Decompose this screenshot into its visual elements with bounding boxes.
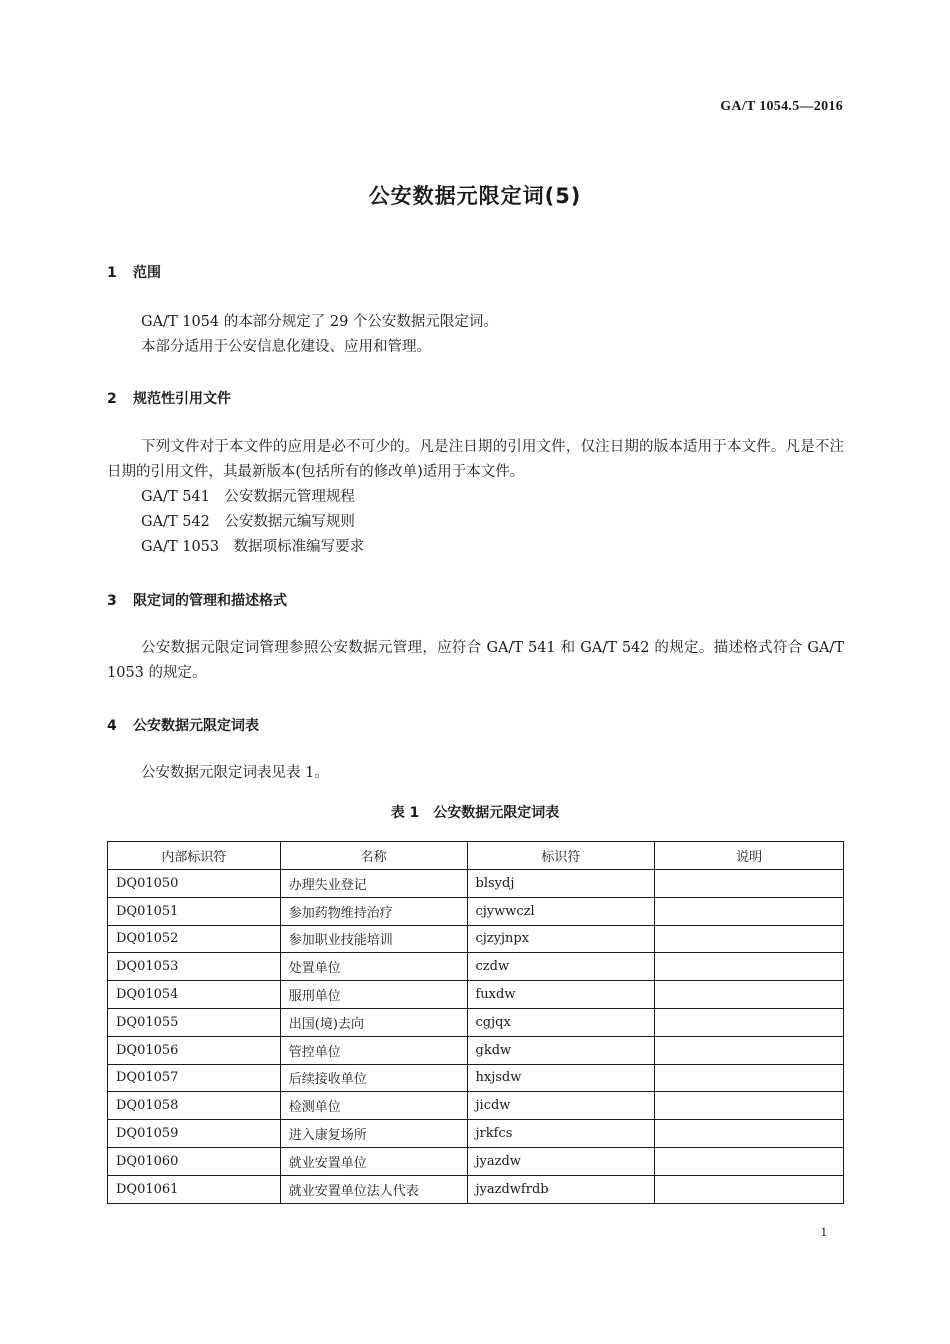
identifier-cell: jrkfcs <box>467 1120 655 1148</box>
reference-item: GA/T 541 公安数据元管理规程 <box>141 489 355 505</box>
table-caption: 表 1 公安数据元限定词表 <box>390 805 560 821</box>
internal-id-cell: DQ01053 <box>108 953 281 981</box>
section-title: 规范性引用文件 <box>133 391 231 407</box>
internal-id-cell: DQ01055 <box>108 1008 281 1036</box>
note-cell <box>655 1175 844 1203</box>
section-number: 2 <box>107 391 117 407</box>
table-header-row <box>108 842 844 870</box>
internal-id-cell: DQ01059 <box>108 1120 281 1148</box>
identifier-cell: blsydj <box>467 870 655 898</box>
qualifier-table <box>107 841 844 1204</box>
name-cell: 就业安置单位 <box>280 1147 467 1175</box>
reference-item: GA/T 542 公安数据元编写规则 <box>141 514 355 530</box>
name-cell: 参加职业技能培训 <box>280 925 467 953</box>
table-row <box>108 897 844 925</box>
note-cell <box>655 1008 844 1036</box>
table-row <box>108 1175 844 1203</box>
section-number: 1 <box>107 265 117 281</box>
section-number: 3 <box>107 593 117 609</box>
note-cell <box>655 953 844 981</box>
name-cell: 参加药物维持治疗 <box>280 897 467 925</box>
internal-id-cell: DQ01061 <box>108 1175 281 1203</box>
table-row <box>108 870 844 898</box>
table-row <box>108 981 844 1009</box>
identifier-cell: jyazdw <box>467 1147 655 1175</box>
name-cell: 进入康复场所 <box>280 1120 467 1148</box>
column-header: 说明 <box>655 842 844 870</box>
identifier-cell: gkdw <box>467 1036 655 1064</box>
name-cell: 后续接收单位 <box>280 1064 467 1092</box>
section-2-paragraph: 下列文件对于本文件的应用是必不可少的。凡是注日期的引用文件，仅注日期的版本适用于本文件。凡是不注日期的引用文件，其最新版本(包括所有的修改单)适用于本文件。 <box>107 439 844 480</box>
note-cell <box>655 1064 844 1092</box>
table-row <box>108 1036 844 1064</box>
identifier-cell: cjzyjnpx <box>467 925 655 953</box>
identifier-cell: hxjsdw <box>467 1064 655 1092</box>
section-3-paragraph: 公安数据元限定词管理参照公安数据元管理，应符合 GA/T 541 和 GA/T 542 的规定。描述格式符合 GA/T 1053 的规定。 <box>107 640 844 681</box>
standard-code: GA/T 1054.5—2016 <box>720 99 843 114</box>
identifier-cell: jicdw <box>467 1092 655 1120</box>
name-cell: 办理失业登记 <box>280 870 467 898</box>
internal-id-cell: DQ01057 <box>108 1064 281 1092</box>
section-1-heading <box>107 262 161 282</box>
identifier-cell: cgjqx <box>467 1008 655 1036</box>
internal-id-cell: DQ01060 <box>108 1147 281 1175</box>
name-cell: 检测单位 <box>280 1092 467 1120</box>
table-body <box>108 870 844 1204</box>
note-cell <box>655 1092 844 1120</box>
table-row <box>108 925 844 953</box>
section-4-heading <box>107 715 259 735</box>
table-row <box>108 953 844 981</box>
section-title: 范围 <box>133 265 161 281</box>
internal-id-cell: DQ01054 <box>108 981 281 1009</box>
table-row <box>108 1120 844 1148</box>
column-header: 内部标识符 <box>108 842 281 870</box>
section-number: 4 <box>107 718 117 734</box>
internal-id-cell: DQ01052 <box>108 925 281 953</box>
identifier-cell: czdw <box>467 953 655 981</box>
section-title: 限定词的管理和描述格式 <box>133 593 287 609</box>
column-header: 标识符 <box>467 842 655 870</box>
table-row <box>108 1147 844 1175</box>
section-1-line-1: GA/T 1054 的本部分规定了 29 个公安数据元限定词。 <box>141 314 498 330</box>
internal-id-cell: DQ01058 <box>108 1092 281 1120</box>
note-cell <box>655 897 844 925</box>
identifier-cell: jyazdwfrdb <box>467 1175 655 1203</box>
note-cell <box>655 1036 844 1064</box>
identifier-cell: cjywwczl <box>467 897 655 925</box>
name-cell: 管控单位 <box>280 1036 467 1064</box>
internal-id-cell: DQ01051 <box>108 897 281 925</box>
section-title: 公安数据元限定词表 <box>133 718 259 734</box>
name-cell: 处置单位 <box>280 953 467 981</box>
internal-id-cell: DQ01050 <box>108 870 281 898</box>
section-3-heading <box>107 590 287 610</box>
name-cell: 服刑单位 <box>280 981 467 1009</box>
reference-item: GA/T 1053 数据项标准编写要求 <box>141 539 365 555</box>
column-header: 名称 <box>280 842 467 870</box>
name-cell: 出国(境)去向 <box>280 1008 467 1036</box>
note-cell <box>655 1147 844 1175</box>
table-row <box>108 1008 844 1036</box>
note-cell <box>655 981 844 1009</box>
name-cell: 就业安置单位法人代表 <box>280 1175 467 1203</box>
note-cell <box>655 870 844 898</box>
section-1-line-2: 本部分适用于公安信息化建设、应用和管理。 <box>141 339 431 355</box>
table-row <box>108 1092 844 1120</box>
note-cell <box>655 925 844 953</box>
document-title: 公安数据元限定词(5) <box>368 184 582 208</box>
table-row <box>108 1064 844 1092</box>
note-cell <box>655 1120 844 1148</box>
page-number: 1 <box>820 1224 827 1239</box>
identifier-cell: fuxdw <box>467 981 655 1009</box>
section-4-line-1: 公安数据元限定词表见表 1。 <box>141 765 329 781</box>
internal-id-cell: DQ01056 <box>108 1036 281 1064</box>
section-2-heading <box>107 388 231 408</box>
